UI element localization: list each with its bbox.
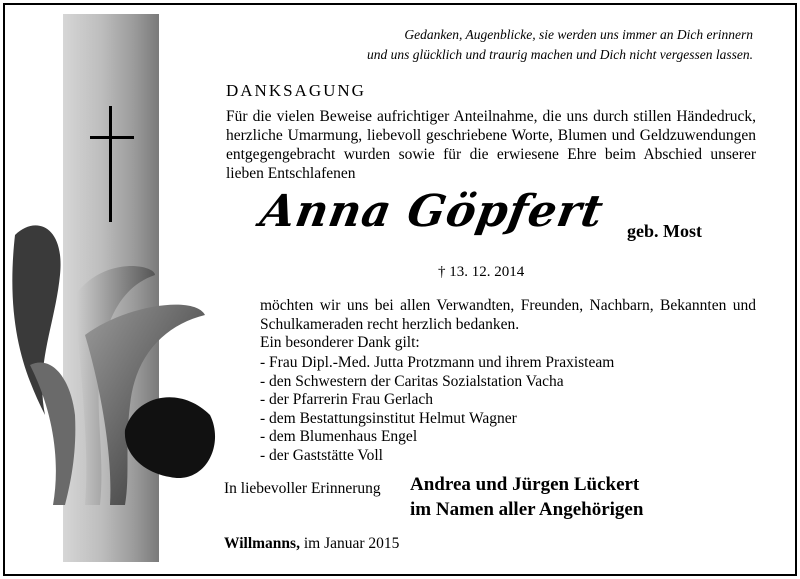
cross-icon-bar [90,136,134,139]
date: im Januar 2015 [299,535,400,552]
special-thanks-list [260,354,614,466]
heading: DANKSAGUNG [226,81,366,100]
list-item: - dem Bestattungsinstitut Helmut Wagner [260,409,517,427]
birth-name: geb. Most [627,221,702,241]
memory-label: In liebevoller Erinnerung [224,480,381,497]
cross-icon [109,106,112,222]
deceased-name: Anna Göpfert [256,186,608,237]
list-item: - dem Blumenhaus Engel [260,428,418,446]
signers-line-1: Andrea und Jürgen Lückert [410,474,640,495]
motto [305,25,753,65]
place-date [224,535,399,553]
place: Willmanns, [224,535,300,552]
intro-text: Für die vielen Beweise aufrichtiger Anteilnahme, die uns durch stillen Händedruck, herzliche Umarmung, liebevoll geschriebene Worte, Blumen und Geldzuwendungen entgegengebracht wurden sowie für die erwiesene Ehre beim Abschied unserer lieben Entschlafenen [226,108,756,182]
list-item: - der Gaststätte Voll [260,446,383,464]
list-item: - der Pfarrerin Frau Gerlach [260,391,433,409]
motto-line-2: und uns glücklich und traurig machen und Dich nicht vergessen lassen. [366,47,753,62]
calla-lily-icon [5,215,235,505]
thanks-text: möchten wir uns bei allen Verwandten, Freunden, Nachbarn, Bekannten und Schulkameraden recht herzlich bedanken. [260,297,756,333]
death-date: † 13. 12. 2014 [438,264,525,280]
list-item: - Frau Dipl.-Med. Jutta Protzmann und ihrem Praxisteam [260,354,615,371]
special-thanks-intro: Ein besonderer Dank gilt: [260,334,420,351]
signers-line-2: im Namen aller Angehörigen [410,499,644,520]
obituary-card [3,3,797,576]
signers [410,472,643,522]
motto-line-1: Gedanken, Augenblicke, sie werden uns immer an Dich erinnern [404,27,753,42]
list-item: - den Schwestern der Caritas Sozialstation Vacha [260,372,564,390]
